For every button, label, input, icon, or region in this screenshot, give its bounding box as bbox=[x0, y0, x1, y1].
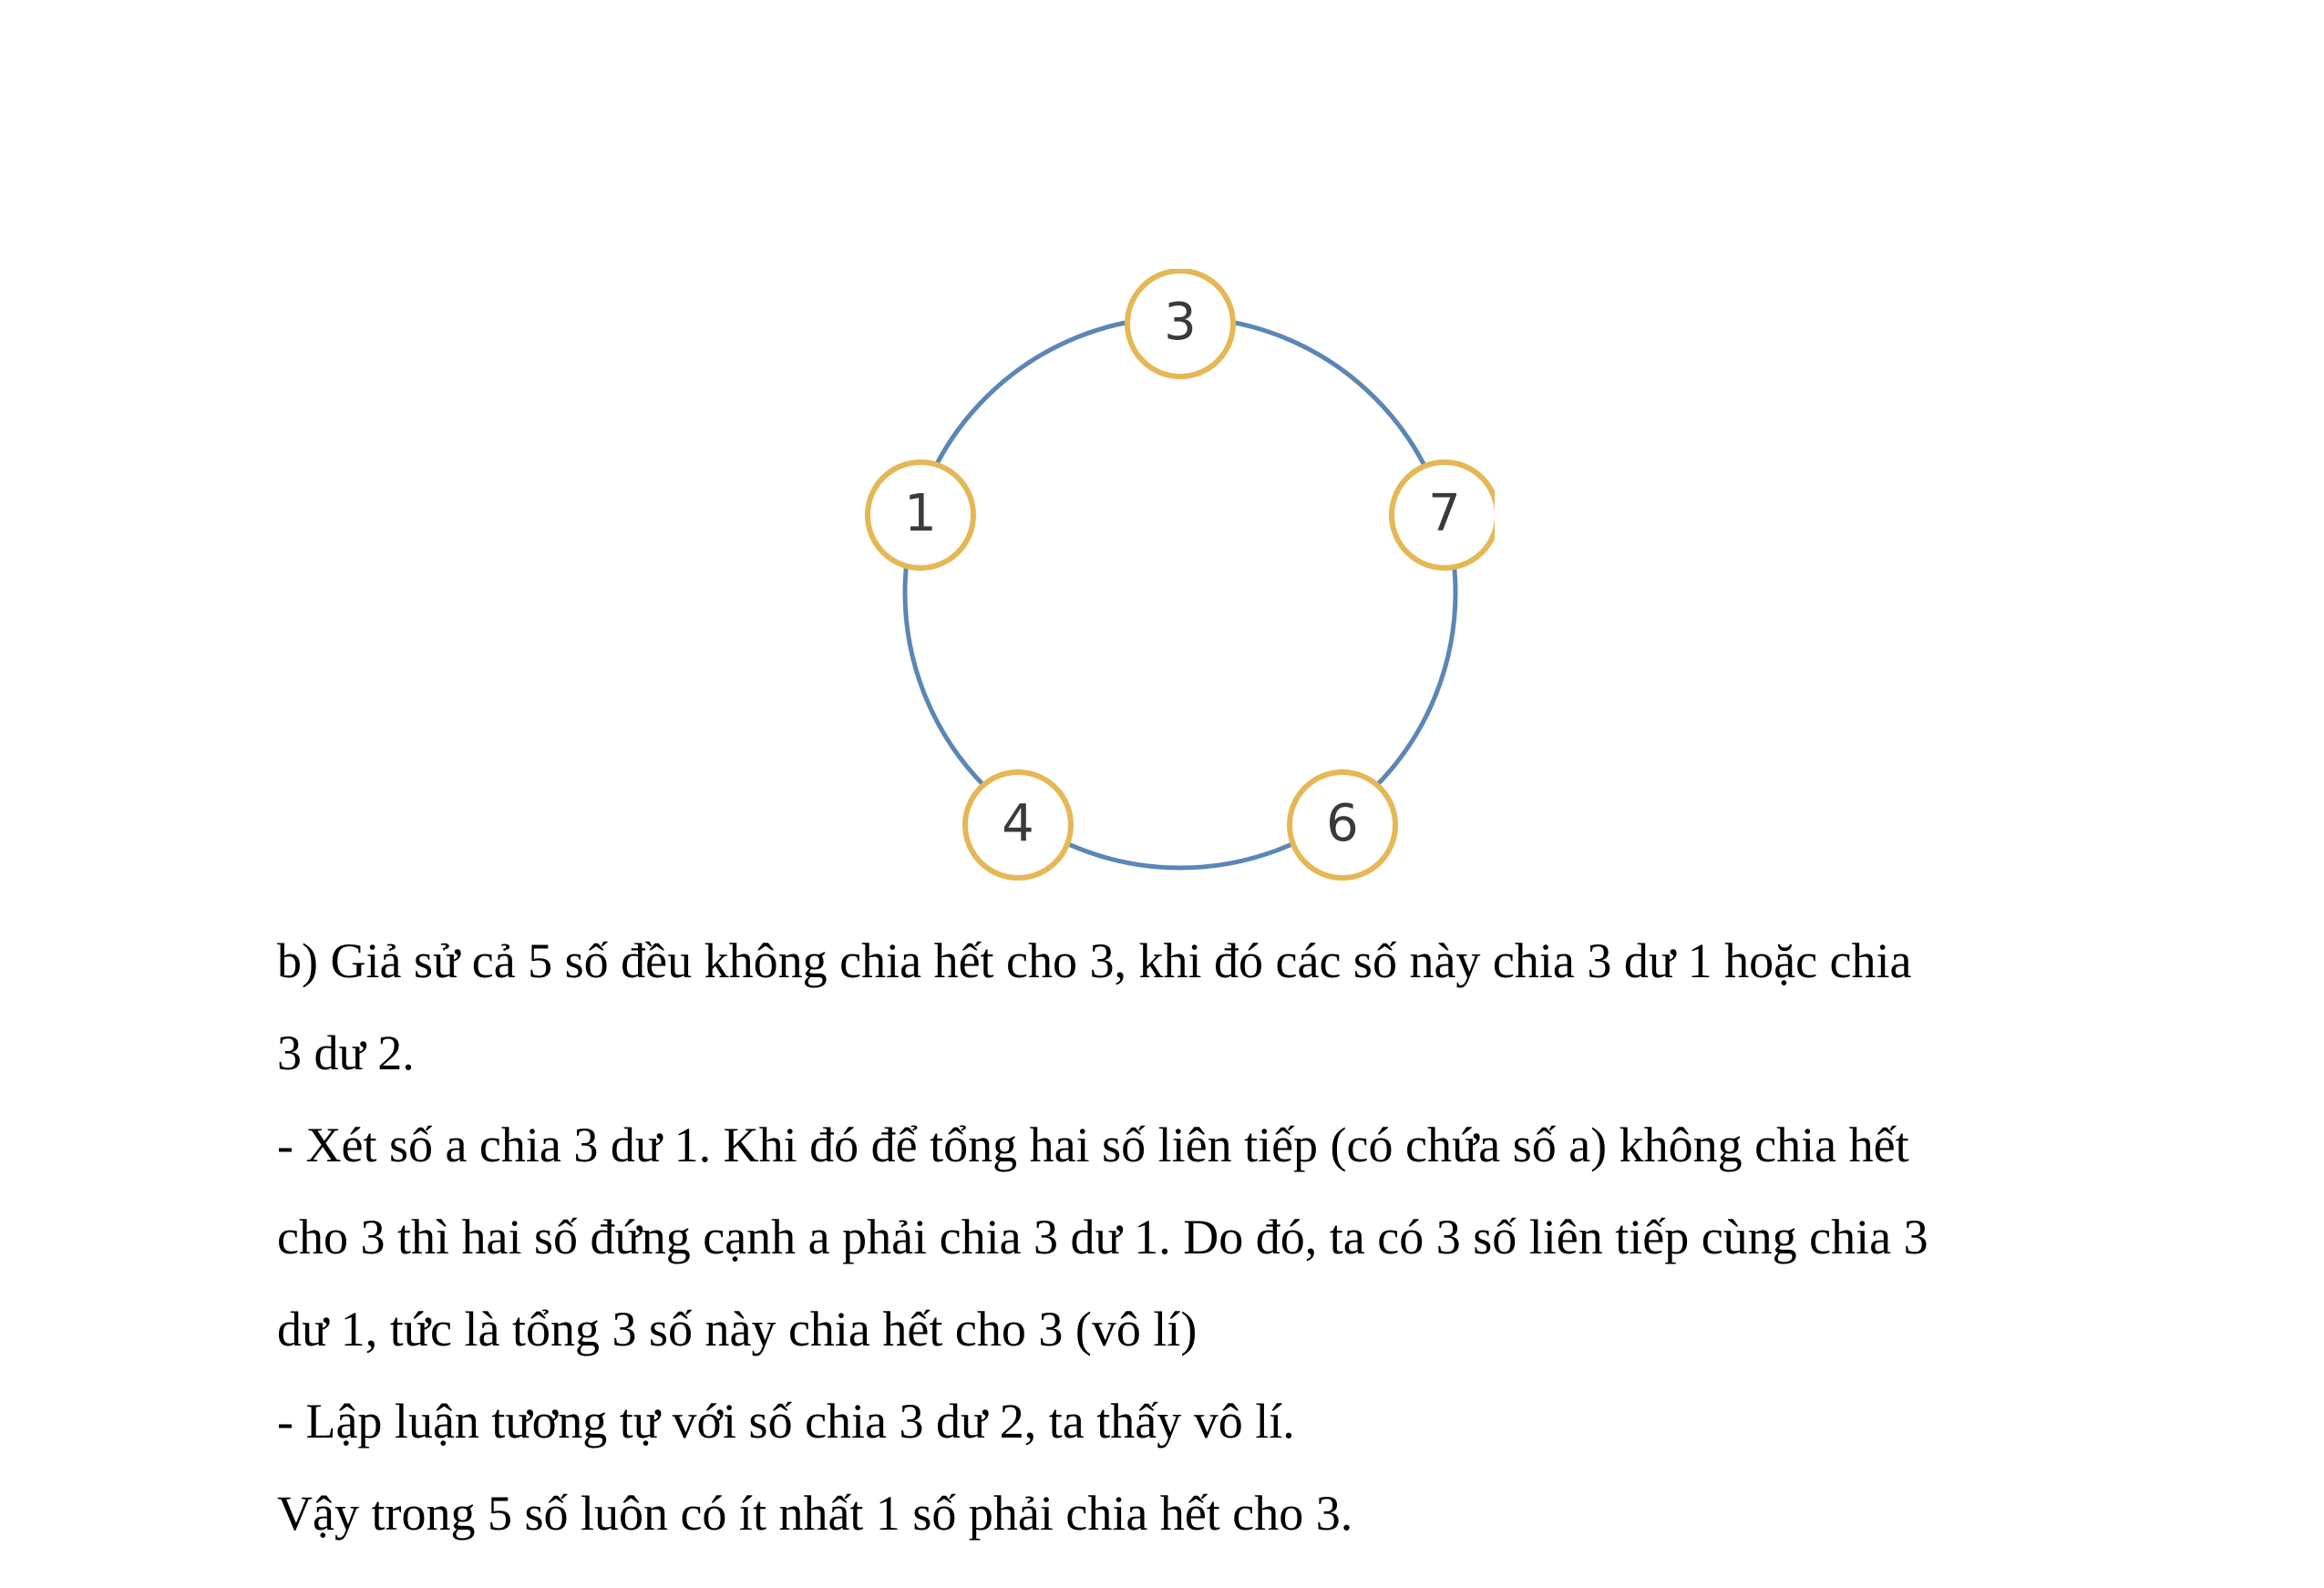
node-6 bbox=[1290, 772, 1395, 878]
text-line: Vậy trong 5 số luôn có ít nhất 1 số phải chia hết cho 3. bbox=[277, 1486, 1353, 1541]
number-circle-diagram bbox=[857, 269, 1495, 889]
text-line: dư 1, tức là tổng 3 số này chia hết cho 3 (vô lí) bbox=[277, 1302, 1198, 1356]
text-line: cho 3 thì hai số đứng cạnh a phải chia 3 dư 1. Do đó, ta có 3 số liên tiếp cùng chia 3 bbox=[277, 1210, 1928, 1264]
node-label: 4 bbox=[1002, 794, 1034, 854]
node-1 bbox=[868, 462, 973, 568]
text-line: 3 dư 2. bbox=[277, 1026, 415, 1080]
text-line: b) Giả sử cả 5 số đều không chia hết cho 3, khi đó các số này chia 3 dư 1 hoặc chia bbox=[277, 933, 1912, 988]
node-label: 7 bbox=[1428, 484, 1461, 544]
node-label: 3 bbox=[1164, 293, 1197, 353]
node-3 bbox=[1127, 271, 1233, 376]
node-4 bbox=[965, 772, 1071, 878]
text-line: - Xét số a chia 3 dư 1. Khi đó để tổng hai số liên tiếp (có chứa số a) không chia hết bbox=[277, 1118, 1909, 1172]
node-label: 1 bbox=[904, 484, 937, 544]
node-label: 6 bbox=[1326, 794, 1359, 854]
node-7 bbox=[1392, 462, 1495, 568]
text-line: - Lập luận tương tự với số chia 3 dư 2, ta thấy vô lí. bbox=[277, 1394, 1295, 1449]
solution-text bbox=[277, 915, 2100, 1560]
